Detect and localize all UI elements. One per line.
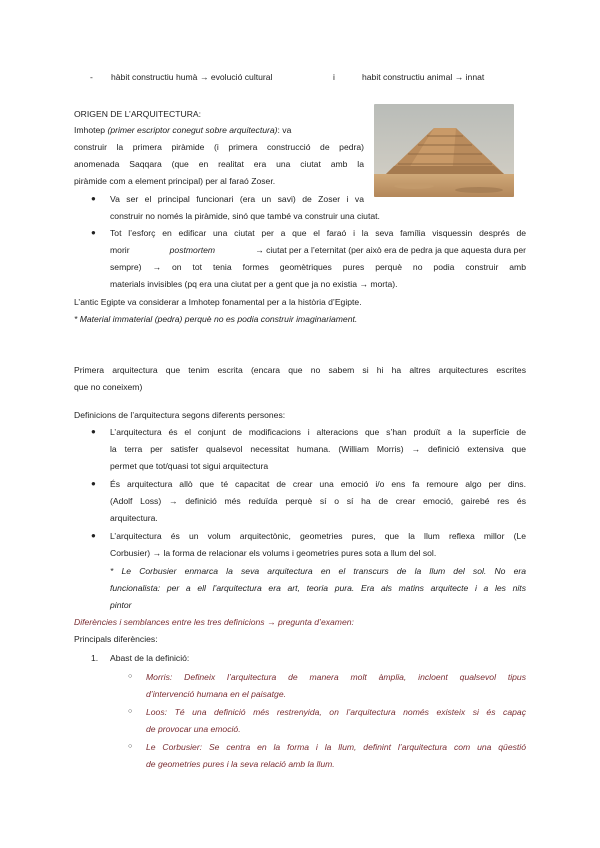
def-loos-line2: (Adolf Loss) → definició més reduïda perquè sí o sí ha de crear emoció, gairebé res és: [110, 496, 526, 506]
diff-morris-line2: d’intervenció humana en el paisatge.: [146, 689, 286, 699]
top-line-middle: i: [333, 72, 335, 82]
top-line-left: hàbit constructiu humà → evolució cultural: [111, 72, 273, 82]
pyramid-photo: [374, 104, 514, 197]
def-morris-line2: la terra per satisfer qualsevol necessitat humana. (William Morris) → definició extensiva que: [110, 444, 526, 454]
definicions-heading: Definicions de l’arquitectura segons diferents persones:: [74, 410, 286, 420]
origen-p1-line3: anomenada Saqqara (que en realitat era una ciutat amb la: [74, 159, 364, 169]
diff-corbusier-line2: de geometries pures i la seva relació amb la llum.: [146, 759, 335, 769]
bullet-dot-icon: ●: [91, 194, 96, 203]
circle-bullet-icon: ○: [128, 673, 133, 680]
def-morris-line1: L’arquitectura és el conjunt de modificacions i alteracions que s’han produït a la superfície de: [110, 427, 526, 437]
origen-p1-line4: piràmide com a element principal) per al faraó Zoser.: [74, 176, 276, 186]
def-loos-line1: És arquitectura allò que té capacitat de crear una emoció i/o ens fa remoure algo per dins.: [110, 479, 526, 489]
origen-paragraph2: L’antic Egipte va considerar a Imhotep fonamental per a la història d’Egipte.: [74, 297, 362, 307]
principals-diferencies: Principals diferències:: [74, 634, 158, 644]
corbusier-note-line2: funcionalista: per a ell l’arquitectura era art, teoria pura. Era als matins arquitecte i a les nits: [110, 583, 526, 593]
origen-p1-line1: Imhotep (primer escriptor conegut sobre arquitectura): va: [74, 125, 292, 135]
bullet-dot-icon: ●: [91, 531, 96, 540]
def-corbusier-line2: Corbusier) → la forma de relacionar els volums i geometries pures sota a llum del sol.: [110, 548, 437, 558]
top-line-right: habit constructiu animal → innat: [362, 72, 485, 82]
bullet-dot-icon: ●: [91, 427, 96, 436]
origen-bullet2-line3: sempre) → on tot tenia formes geomètriques pures perquè no podia construir amb: [110, 262, 526, 272]
circle-bullet-icon: ○: [128, 743, 133, 750]
diff-loos-line1: Loos: Té una definició més restrenyida, on l’arquitectura només existeix si és capaç: [146, 707, 526, 717]
diff-loos-line2: de provocar una emoció.: [146, 724, 241, 734]
origen-note: * Material immaterial (pedra) perquè no es podia construir imaginariament.: [74, 314, 358, 324]
origen-bullet2-line1: Tot l’esforç en edificar una ciutat per a que el faraó i la seva família visquessin després de: [110, 228, 526, 238]
origen-bullet2-line2: morir postmortem → ciutat per a l’eternitat (per això era de pedra ja que aquesta dura per: [110, 245, 526, 255]
def-corbusier-line1: L’arquitectura és un volum arquitectònic, geometries pures, que la llum reflexa millor (Le: [110, 531, 526, 541]
bullet-dot-icon: ●: [91, 228, 96, 237]
origen-bullet1-line2: construir no només la piràmide, sinó que també va construir una ciutat.: [110, 211, 380, 221]
corbusier-note-line3: pintor: [110, 600, 132, 610]
diff-corbusier-line1: Le Corbusier: Se centra en la forma i la llum, definint l’arquitectura com una qüestió: [146, 742, 526, 752]
circle-bullet-icon: ○: [128, 708, 133, 715]
pyramid-illustration: [374, 104, 514, 197]
origen-p1-line2: construir la primera piràmide (i primera construcció de pedra): [74, 142, 364, 152]
diff-morris-line1: Morris: Defineix l’arquitectura de manera molt àmplia, incloent qualsevol tipus: [146, 672, 526, 682]
corbusier-note-line1: * Le Corbusier enmarca la seva arquitectura en el transcurs de la llum del sol. No era: [110, 566, 526, 576]
dash-marker: -: [90, 72, 93, 82]
list-number-1: 1.: [91, 653, 99, 663]
origen-heading: ORIGEN DE L’ARQUITECTURA:: [74, 109, 202, 119]
origen-bullet1-line1: Va ser el principal funcionari (era un savi) de Zoser i va: [110, 194, 364, 204]
origen-bullet2-line4: materials invisibles (pq era una ciutat per a gent que ja no existia → morta).: [110, 279, 398, 289]
primera-line2: que no coneixem): [74, 382, 143, 392]
def-morris-line3: permet que tot/quasi tot sigui arquitectura: [110, 461, 269, 471]
abast-definicio: Abast de la definició:: [110, 653, 190, 663]
diferencies-title: Diferències i semblances entre les tres definicions → pregunta d’examen:: [74, 617, 354, 627]
def-loos-line3: arquitectura.: [110, 513, 158, 523]
bullet-dot-icon: ●: [91, 479, 96, 488]
primera-line1: Primera arquitectura que tenim escrita (encara que no sabem si hi ha altres arquitectures escrites: [74, 365, 526, 375]
